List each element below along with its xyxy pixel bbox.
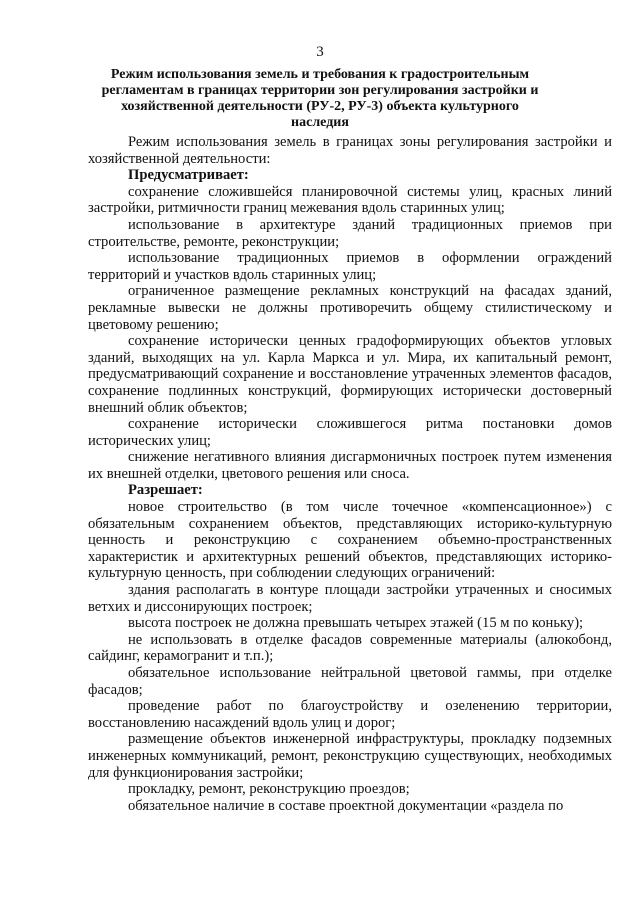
paragraph: обязательное наличие в составе проектной документации «раздела по: [128, 797, 564, 814]
paragraph: новое строительство (в том числе точечное «компенсационное») с обязательным сохранением объектов, представляющих историко-культурную ценность и реконструкцию с сохранением объемно-пространственных характеристик и архитектурных решений объектов, представляющих историко-культурную ценность, при соблюдении следующих ограничений:: [88, 499, 612, 582]
paragraph: использование традиционных приемов в оформлении ограждений территорий и участков вдоль старинных улиц;: [88, 250, 612, 283]
document-title: Режим использования земель и требования к градостроительным регламентам в границах территории зон регулирования застройки и хозяйственной деятельности (РУ-2, РУ-3) объекта культурного наследия: [101, 67, 539, 130]
paragraph: сохранение сложившейся планировочной системы улиц, красных линий застройки, ритмичности границ межевания вдоль старинных улиц;: [88, 183, 612, 217]
paragraph: прокладку, ремонт, реконструкцию проездов;: [128, 781, 410, 798]
paragraph: ограниченное размещение рекламных конструкций на фасадах зданий, рекламные вывески не должны противоречить общему стилистическому и цветовому решению;: [88, 283, 612, 333]
paragraph: размещение объектов инженерной инфраструктуры, прокладку подземных инженерных коммуникаций, ремонт, реконструкцию существующих, необходимых для функционирования застройки;: [88, 731, 612, 781]
paragraph: сохранение исторически ценных градоформирующих объектов угловых зданий, выходящих на ул. Карла Маркса и ул. Мира, их капитальный ремонт, предусматривающий сохранение и восстановление утраченных элементов фасадов, сохранение подлинных конструкций, формирующих исторически достоверный внешний облик объектов;: [88, 333, 612, 416]
page-number: 3: [316, 44, 324, 60]
paragraph: обязательное использование нейтральной цветовой гаммы, при отделке фасадов;: [88, 665, 612, 698]
paragraph: снижение негативного влияния дисгармоничных построек путем изменения их внешней отделки, цветового решения или сноса.: [88, 449, 612, 482]
paragraph: высота построек не должна превышать четырех этажей (15 м по коньку);: [128, 615, 584, 632]
paragraph: сохранение исторически сложившегося ритма постановки домов исторических улиц;: [88, 416, 612, 449]
paragraph: здания располагать в контуре площади застройки утраченных и сносимых ветхих и диссонирующих построек;: [88, 582, 612, 615]
paragraph: использование в архитектуре зданий традиционных приемов при строительстве, ремонте, реконструкции;: [88, 216, 612, 250]
document-body: [88, 134, 612, 814]
paragraph: не использовать в отделке фасадов современные материалы (алюкобонд, сайдинг, керамогранит и т.п.);: [88, 631, 612, 665]
section-heading: Предусматривает:: [128, 167, 249, 184]
paragraph: проведение работ по благоустройству и озеленению территории, восстановлению насаждений вдоль улиц и дорог;: [88, 698, 612, 731]
section-heading: Разрешает:: [128, 482, 203, 499]
paragraph: Режим использования земель в границах зоны регулирования застройки и хозяйственной деятельности:: [88, 134, 612, 167]
